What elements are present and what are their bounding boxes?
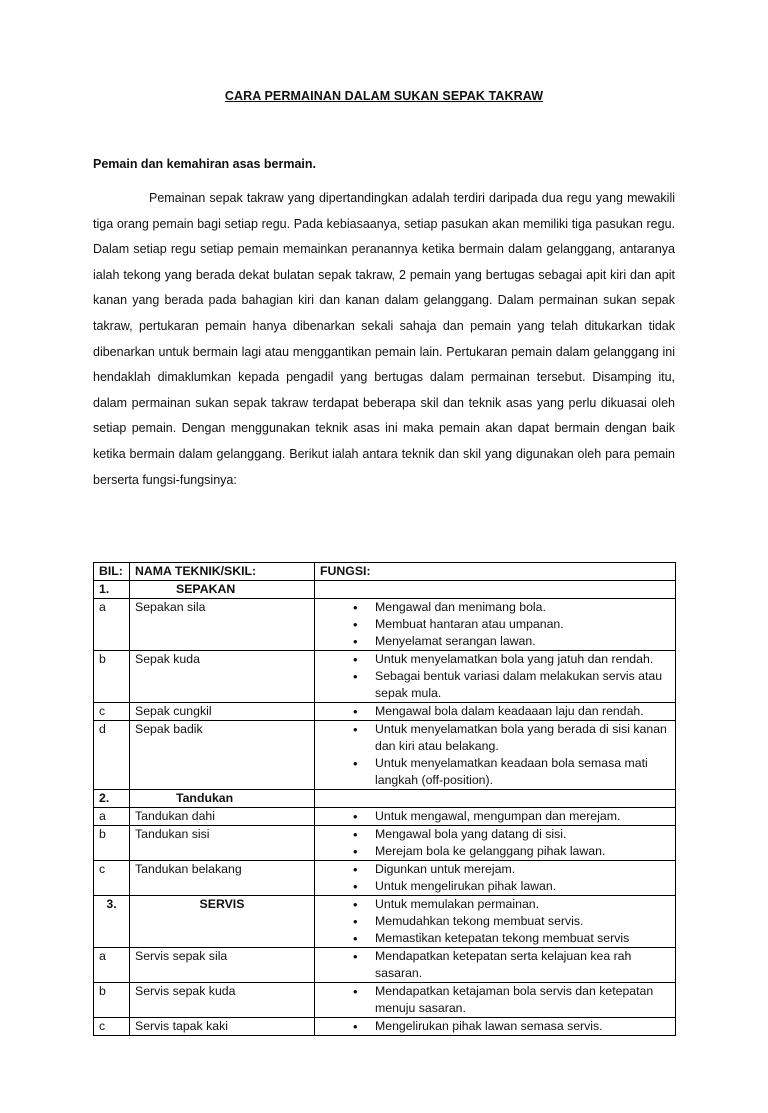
- section-number: 3.: [94, 896, 130, 948]
- row-functions: [315, 703, 676, 721]
- row-bil: c: [94, 861, 130, 896]
- table-header-row: [94, 563, 676, 581]
- row-technique-name: Tandukan belakang: [130, 861, 315, 896]
- row-bil: b: [94, 651, 130, 703]
- document-page: [0, 89, 768, 1113]
- function-list: [320, 948, 670, 982]
- table-row: [94, 599, 676, 651]
- function-list: [320, 861, 670, 895]
- body-paragraph: Pemainan sepak takraw yang dipertandingkan adalah terdiri daripada dua regu yang mewakili tiga orang pemain bagi setiap regu. Pada kebiasaanya, setiap pasukan akan memiliki tiga pasukan regu. Dalam setiap regu setiap pemain memainkan peranannya ketika bermain dalam gelanggang, antaranya ialah tekong yang berada dekat bulatan sepak takraw, 2 pemain yang bertugas sebagai apit kiri dan apit kanan yang berada pada bahagian kiri dan kanan dalam gelanggang. Dalam permainan sukan sepak takraw, pertukaran pemain hanya dibenarkan sekali sahaja dan pemain yang telah ditukarkan tidak dibenarkan untuk bermain lagi atau menggantikan pemain lain. Pertukaran pemain dalam gelanggang ini hendaklah dimaklumkan kepada pengadil yang bertugas dalam permainan tersebut. Disamping itu, dalam permainan sukan sepak takraw terdapat beberapa skil dan teknik asas yang perlu dikuasai oleh setiap pemain. Dengan menggunakan teknik asas ini maka pemain akan dapat bermain dengan baik ketika bermain dalam gelanggang. Berikut ialah antara teknik dan skil yang digunakan oleh para pemain berserta fungsi-fungsinya:: [93, 191, 675, 487]
- section-name: SERVIS: [130, 896, 315, 948]
- table-section-row: [94, 581, 676, 599]
- row-functions: [315, 861, 676, 896]
- header-bil: BIL:: [94, 563, 130, 581]
- header-fungsi: FUNGSI:: [315, 563, 676, 581]
- function-item: • Sebagai bentuk variasi dalam melakukan servis atau sepak mula.: [375, 668, 670, 702]
- section-blank-cell: [315, 790, 676, 808]
- function-item: • Mengawal dan menimang bola.: [375, 599, 670, 616]
- table-row: [94, 703, 676, 721]
- row-functions: [315, 651, 676, 703]
- section-name: SEPAKAN: [130, 581, 315, 599]
- function-item: • Untuk menyelamatkan bola yang berada di sisi kanan dan kiri atau belakang.: [375, 721, 670, 755]
- section-name: Tandukan: [130, 790, 315, 808]
- function-item: • Mengelirukan pihak lawan semasa servis.: [375, 1018, 670, 1035]
- row-technique-name: Servis sepak sila: [130, 948, 315, 983]
- table-row: [94, 808, 676, 826]
- row-bil: b: [94, 983, 130, 1018]
- row-bil: d: [94, 721, 130, 790]
- function-list: [320, 651, 670, 702]
- row-bil: a: [94, 808, 130, 826]
- table-row: [94, 651, 676, 703]
- row-functions: [315, 983, 676, 1018]
- row-functions: [315, 896, 676, 948]
- table-row: [94, 721, 676, 790]
- function-list: [320, 599, 670, 650]
- function-item: • Memudahkan tekong membuat servis.: [375, 913, 670, 930]
- function-item: • Digunkan untuk merejam.: [375, 861, 670, 878]
- table-row: [94, 826, 676, 861]
- row-functions: [315, 948, 676, 983]
- table-row: [94, 861, 676, 896]
- function-item: • Untuk memulakan permainan.: [375, 896, 670, 913]
- function-list: [320, 826, 670, 860]
- table-row: [94, 1018, 676, 1036]
- row-bil: b: [94, 826, 130, 861]
- row-technique-name: Sepak badik: [130, 721, 315, 790]
- function-item: • Mengawal bola dalam keadaaan laju dan rendah.: [375, 703, 670, 720]
- table-section-row: [94, 896, 676, 948]
- row-functions: [315, 1018, 676, 1036]
- function-item: • Membuat hantaran atau umpanan.: [375, 616, 670, 633]
- function-list: [320, 983, 670, 1017]
- function-item: • Untuk menyelamatkan bola yang jatuh dan rendah.: [375, 651, 670, 668]
- function-item: • Untuk mengelirukan pihak lawan.: [375, 878, 670, 895]
- row-technique-name: Tandukan sisi: [130, 826, 315, 861]
- function-item: • Untuk menyelamatkan keadaan bola semasa mati langkah (off-position).: [375, 755, 670, 789]
- function-item: • Memastikan ketepatan tekong membuat servis: [375, 930, 670, 947]
- function-list: [320, 1018, 670, 1035]
- row-functions: [315, 599, 676, 651]
- function-item: • Menyelamat serangan lawan.: [375, 633, 670, 650]
- row-functions: [315, 826, 676, 861]
- row-technique-name: Sepakan sila: [130, 599, 315, 651]
- header-nama-teknik: NAMA TEKNIK/SKIL:: [130, 563, 315, 581]
- function-item: • Merejam bola ke gelanggang pihak lawan.: [375, 843, 670, 860]
- function-item: • Mendapatkan ketepatan serta kelajuan kea rah sasaran.: [375, 948, 670, 982]
- row-technique-name: Servis tapak kaki: [130, 1018, 315, 1036]
- skills-table: [93, 562, 676, 1036]
- function-item: • Mengawal bola yang datang di sisi.: [375, 826, 670, 843]
- row-bil: a: [94, 948, 130, 983]
- table-section-row: [94, 790, 676, 808]
- row-technique-name: Servis sepak kuda: [130, 983, 315, 1018]
- function-item: • Untuk mengawal, mengumpan dan merejam.: [375, 808, 670, 825]
- row-technique-name: Sepak kuda: [130, 651, 315, 703]
- row-technique-name: Tandukan dahi: [130, 808, 315, 826]
- row-bil: a: [94, 599, 130, 651]
- row-functions: [315, 721, 676, 790]
- function-list: [320, 896, 670, 947]
- table-row: [94, 983, 676, 1018]
- table-row: [94, 948, 676, 983]
- function-list: [320, 808, 670, 825]
- row-bil: c: [94, 1018, 130, 1036]
- function-item: • Mendapatkan ketajaman bola servis dan ketepatan menuju sasaran.: [375, 983, 670, 1017]
- section-number: 2.: [94, 790, 130, 808]
- row-bil: c: [94, 703, 130, 721]
- section-subheading: Pemain dan kemahiran asas bermain.: [93, 157, 317, 171]
- section-number: 1.: [94, 581, 130, 599]
- row-technique-name: Sepak cungkil: [130, 703, 315, 721]
- row-functions: [315, 808, 676, 826]
- document-title: CARA PERMAINAN DALAM SUKAN SEPAK TAKRAW: [224, 89, 544, 103]
- section-blank-cell: [315, 581, 676, 599]
- function-list: [320, 703, 670, 720]
- function-list: [320, 721, 670, 789]
